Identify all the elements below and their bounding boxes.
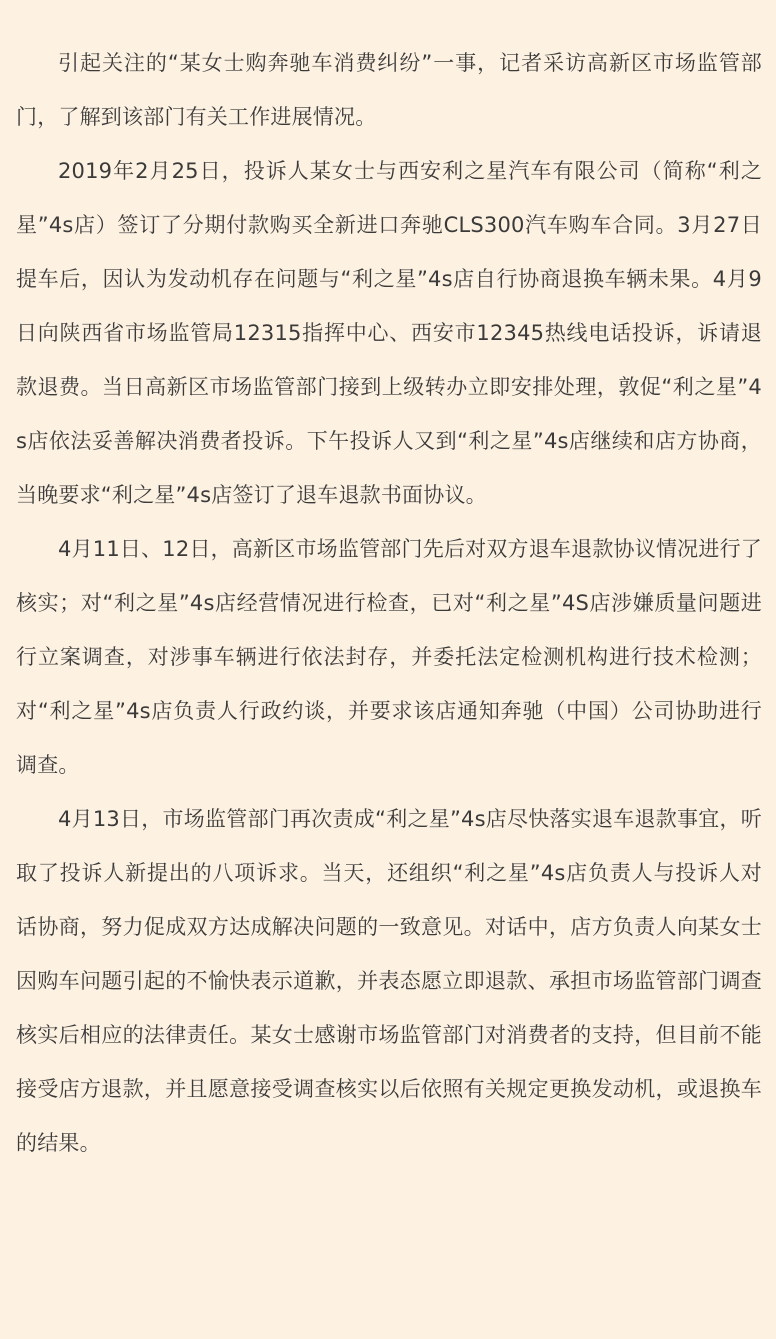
article-paragraph-4: 4月13日，市场监管部门再次责成“利之星”4s店尽快落实退车退款事宜，听取了投诉人新提出的八项诉求。当天，还组织“利之星”4s店负责人与投诉人对话协商，努力促成双方达成解决问题的一致意见。对话中，店方负责人向某女士因购车问题引起的不愉快表示道歉，并表态愿立即退款、承担市场监管部门调查核实后相应的法律责任。某女士感谢市场监管部门对消费者的支持，但目前不能接受店方退款，并且愿意接受调查核实以后依照有关规定更换发动机，或退换车的结果。 xyxy=(16,807,762,1155)
article-paragraph-3: 4月11日、12日，高新区市场监管部门先后对双方退车退款协议情况进行了核实；对“利之星”4s店经营情况进行检查，已对“利之星”4S店涉嫌质量问题进行立案调查，对涉事车辆进行依法封存，并委托法定检测机构进行技术检测；对“利之星”4s店负责人行政约谈，并要求该店通知奔驰（中国）公司协助进行调查。 xyxy=(16,537,762,777)
article-paragraph-1: 引起关注的“某女士购奔驰车消费纠纷”一事，记者采访高新区市场监管部门，了解到该部门有关工作进展情况。 xyxy=(16,51,762,129)
article-paragraph-2: 2019年2月25日，投诉人某女士与西安利之星汽车有限公司（简称“利之星”4s店）签订了分期付款购买全新进口奔驰CLS300汽车购车合同。3月27日提车后，因认为发动机存在问题与“利之星”4s店自行协商退换车辆未果。4月9日向陕西省市场监管局12315指挥中心、西安市12345热线电话投诉，诉请退款退费。当日高新区市场监管部门接到上级转办立即安排处理，敦促“利之星”4s店依法妥善解决消费者投诉。下午投诉人又到“利之星”4s店继续和店方协商，当晚要求“利之星”4s店签订了退车退款书面协议。 xyxy=(16,159,762,507)
